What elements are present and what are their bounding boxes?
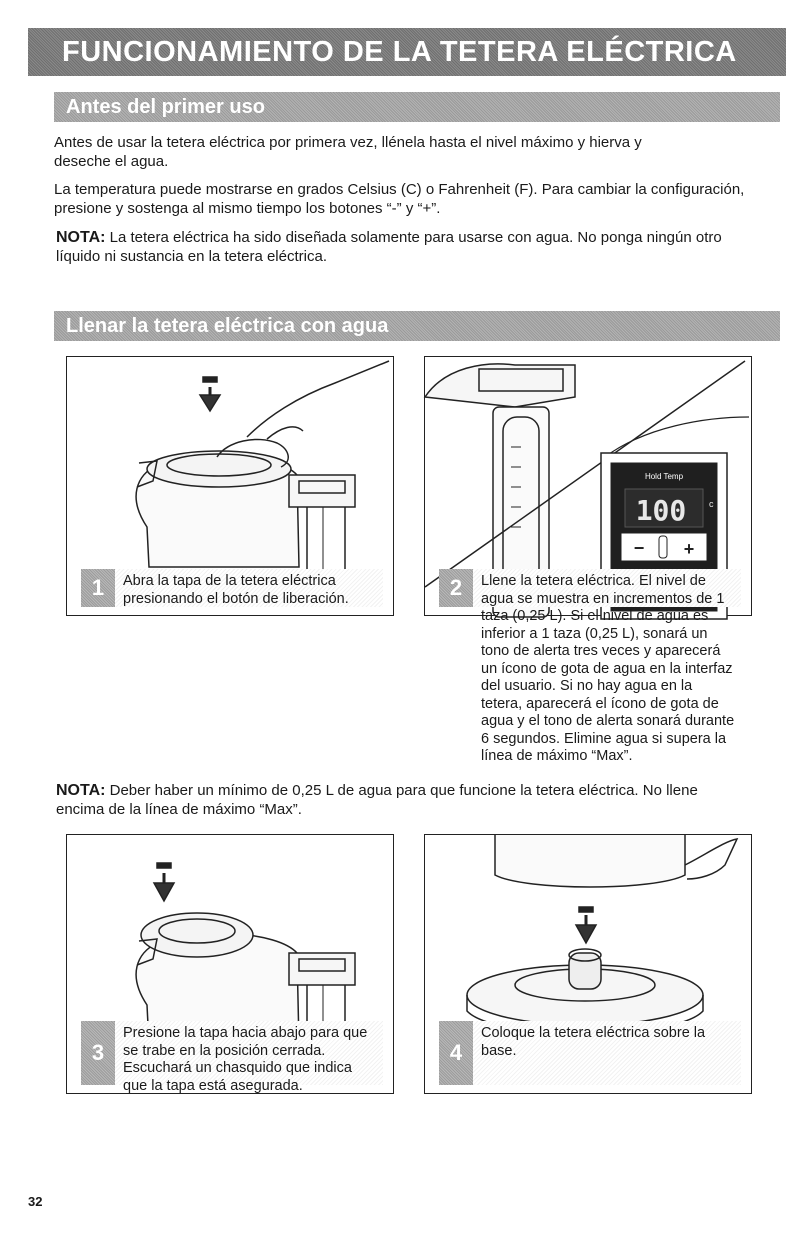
step-text: Abra la tapa de la tetera eléctrica presionando el botón de liberación. [123, 573, 349, 607]
step-panel-4 [424, 834, 752, 1094]
step-number: 3 [81, 1021, 115, 1085]
note-label: NOTA: [56, 229, 106, 246]
step-caption [81, 1021, 383, 1094]
title-banner [28, 28, 786, 76]
step-caption [439, 1021, 741, 1085]
step-panel-2 [424, 356, 752, 764]
note-text: La tetera eléctrica ha sido diseñada solamente para usarse con agua. No ponga ningún otro líquido ni sustancia en la tetera eléctrica. [56, 229, 722, 265]
note-paragraph [56, 228, 736, 266]
step-number: 1 [81, 569, 115, 607]
step-caption [439, 569, 741, 764]
step-panel-1 [66, 356, 394, 616]
temperature-paragraph: La temperatura puede mostrarse en grados Celsius (C) o Fahrenheit (F). Para cambiar la configuración, presione y sostenga al mismo tiempo los botones “-” y “+”. [54, 181, 745, 217]
section-heading: Antes del primer uso [66, 95, 265, 118]
section-heading-bar [54, 92, 780, 122]
temperature-unit: c [709, 499, 714, 509]
fill-note-paragraph [56, 781, 736, 819]
step-text: Presione la tapa hacia abajo para que se trabe en la posición cerrada. Escuchará un chasquido que indica que la tapa está asegurada. [123, 1025, 368, 1094]
plus-button-icon: + [683, 539, 695, 559]
note-text: Deber haber un mínimo de 0,25 L de agua para que funcione la tetera eléctrica. No llene encima de la línea de máximo “Max”. [56, 782, 698, 818]
step-number: 2 [439, 569, 473, 607]
hold-temp-label: Hold Temp [644, 472, 684, 481]
note-label: NOTA: [56, 782, 106, 799]
step-text: Llene la tetera eléctrica. El nivel de agua se muestra en incrementos de 1 taza (0,25 L). Si el nivel de agua es inferior a 1 taza (0,25 L), sonará un tono de alerta tres veces y aparecerá un ícono de gota de agua en la interfaz del usuario. Si no hay agua en la tetera, aparecerá el ícono de gota de agua y el tono de alerta sonará durante 6 segundos. Elimine agua si supera la línea de máximo “Max”. [481, 573, 735, 764]
section-heading-bar [54, 311, 780, 341]
step-number: 4 [439, 1021, 473, 1085]
intro-paragraph: Antes de usar la tetera eléctrica por primera vez, llénela hasta el nivel máximo y hierva y deseche el agua. [54, 134, 642, 170]
temperature-digits: 100 [635, 494, 687, 527]
page-title: FUNCIONAMIENTO DE LA TETERA ELÉCTRICA [62, 35, 737, 68]
step-panel-3 [66, 834, 394, 1094]
step-text: Coloque la tetera eléctrica sobre la base. [481, 1025, 706, 1059]
page-number: 32 [28, 1194, 43, 1209]
minus-button-icon: − [633, 538, 645, 558]
section-heading: Llenar la tetera eléctrica con agua [66, 314, 389, 337]
step-caption [81, 569, 383, 607]
